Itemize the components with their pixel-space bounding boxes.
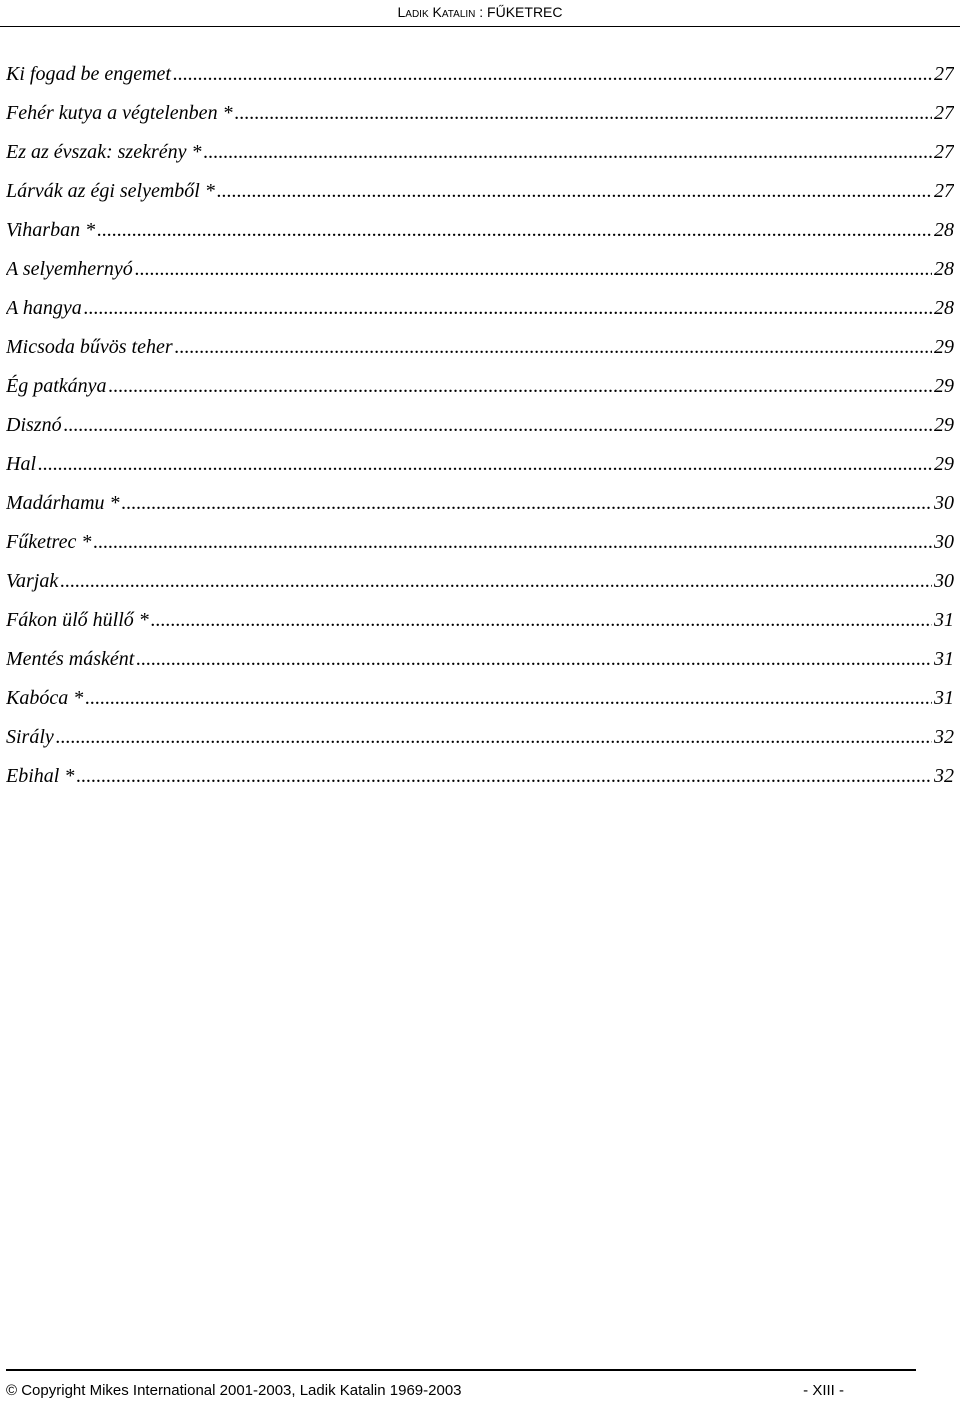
toc-leader-dots bbox=[217, 172, 932, 211]
toc-entry-page: 27 bbox=[934, 63, 954, 85]
toc-entry-page: 30 bbox=[934, 531, 954, 553]
toc-leader-dots bbox=[56, 718, 932, 757]
page-footer bbox=[6, 1381, 844, 1401]
toc-entry-page: 27 bbox=[934, 102, 954, 124]
toc-entry-page: 29 bbox=[934, 414, 954, 436]
toc-leader-dots bbox=[109, 367, 932, 406]
toc-entry[interactable] bbox=[6, 601, 954, 640]
toc-entry[interactable] bbox=[6, 523, 954, 562]
toc-entry-title: Fákon ülő hüllő * bbox=[6, 609, 149, 631]
toc-entry[interactable] bbox=[6, 484, 954, 523]
toc-entry-title: A hangya bbox=[6, 297, 82, 319]
toc-entry-page: 30 bbox=[934, 492, 954, 514]
toc-entry-page: 30 bbox=[934, 570, 954, 592]
header-title: Ladik Katalin : FŰKETREC bbox=[397, 4, 563, 20]
table-of-contents bbox=[6, 55, 954, 796]
toc-entry-title: Ez az évszak: szekrény * bbox=[6, 141, 202, 163]
toc-entry[interactable] bbox=[6, 289, 954, 328]
toc-entry-title: Lárvák az égi selyemből * bbox=[6, 180, 215, 202]
toc-entry-title: Madárhamu * bbox=[6, 492, 120, 514]
toc-entry-title: Ki fogad be engemet bbox=[6, 63, 171, 85]
toc-entry[interactable] bbox=[6, 562, 954, 601]
toc-leader-dots bbox=[135, 250, 932, 289]
toc-entry-page: 28 bbox=[934, 219, 954, 241]
toc-entry-title: Disznó bbox=[6, 414, 62, 436]
toc-entry-title: Fehér kutya a végtelenben * bbox=[6, 102, 233, 124]
toc-entry[interactable] bbox=[6, 640, 954, 679]
footer-copyright: © Copyright Mikes International 2001-2003, Ladik Katalin 1969-2003 bbox=[6, 1382, 462, 1399]
toc-leader-dots bbox=[64, 406, 932, 445]
toc-entry-title: A selyemhernyó bbox=[6, 258, 133, 280]
toc-leader-dots bbox=[93, 523, 932, 562]
toc-entry-page: 27 bbox=[934, 180, 954, 202]
toc-leader-dots bbox=[136, 640, 932, 679]
toc-entry[interactable] bbox=[6, 367, 954, 406]
toc-entry[interactable] bbox=[6, 757, 954, 796]
toc-leader-dots bbox=[235, 94, 932, 133]
toc-entry[interactable] bbox=[6, 55, 954, 94]
toc-entry-title: Ég patkánya bbox=[6, 375, 107, 397]
footer-rule bbox=[6, 1369, 916, 1371]
toc-entry-title: Sirály bbox=[6, 726, 54, 748]
toc-entry-title: Hal bbox=[6, 453, 36, 475]
toc-entry-page: 32 bbox=[934, 726, 954, 748]
toc-entry-page: 28 bbox=[934, 297, 954, 319]
toc-entry-title: Micsoda bűvös teher bbox=[6, 336, 173, 358]
toc-entry-page: 32 bbox=[934, 765, 954, 787]
toc-entry-title: Viharban * bbox=[6, 219, 96, 241]
running-header bbox=[0, 2, 960, 22]
toc-leader-dots bbox=[175, 328, 932, 367]
toc-entry-page: 31 bbox=[934, 687, 954, 709]
toc-entry[interactable] bbox=[6, 211, 954, 250]
toc-entry[interactable] bbox=[6, 250, 954, 289]
toc-leader-dots bbox=[84, 289, 932, 328]
toc-leader-dots bbox=[173, 55, 932, 94]
toc-entry[interactable] bbox=[6, 172, 954, 211]
toc-leader-dots bbox=[122, 484, 932, 523]
toc-entry-page: 31 bbox=[934, 609, 954, 631]
toc-entry[interactable] bbox=[6, 94, 954, 133]
toc-entry-page: 29 bbox=[934, 453, 954, 475]
toc-entry[interactable] bbox=[6, 406, 954, 445]
toc-leader-dots bbox=[76, 757, 932, 796]
toc-entry-page: 29 bbox=[934, 336, 954, 358]
toc-leader-dots bbox=[151, 601, 932, 640]
toc-entry-page: 31 bbox=[934, 648, 954, 670]
toc-entry-page: 29 bbox=[934, 375, 954, 397]
toc-entry[interactable] bbox=[6, 445, 954, 484]
toc-leader-dots bbox=[38, 445, 932, 484]
toc-entry-title: Ebihal * bbox=[6, 765, 75, 787]
toc-entry-title: Kabóca * bbox=[6, 687, 84, 709]
toc-entry-page: 27 bbox=[934, 141, 954, 163]
toc-leader-dots bbox=[60, 562, 932, 601]
toc-leader-dots bbox=[204, 133, 933, 172]
toc-entry[interactable] bbox=[6, 679, 954, 718]
toc-entry-title: Mentés másként bbox=[6, 648, 135, 670]
toc-entry-page: 28 bbox=[934, 258, 954, 280]
toc-entry-title: Fűketrec * bbox=[6, 531, 92, 553]
toc-entry-title: Varjak bbox=[6, 570, 59, 592]
footer-page-number: - XIII - bbox=[803, 1382, 844, 1399]
toc-entry[interactable] bbox=[6, 133, 954, 172]
toc-entry[interactable] bbox=[6, 718, 954, 757]
toc-entry[interactable] bbox=[6, 328, 954, 367]
toc-leader-dots bbox=[85, 679, 932, 718]
toc-leader-dots bbox=[97, 211, 932, 250]
header-rule bbox=[0, 26, 960, 27]
